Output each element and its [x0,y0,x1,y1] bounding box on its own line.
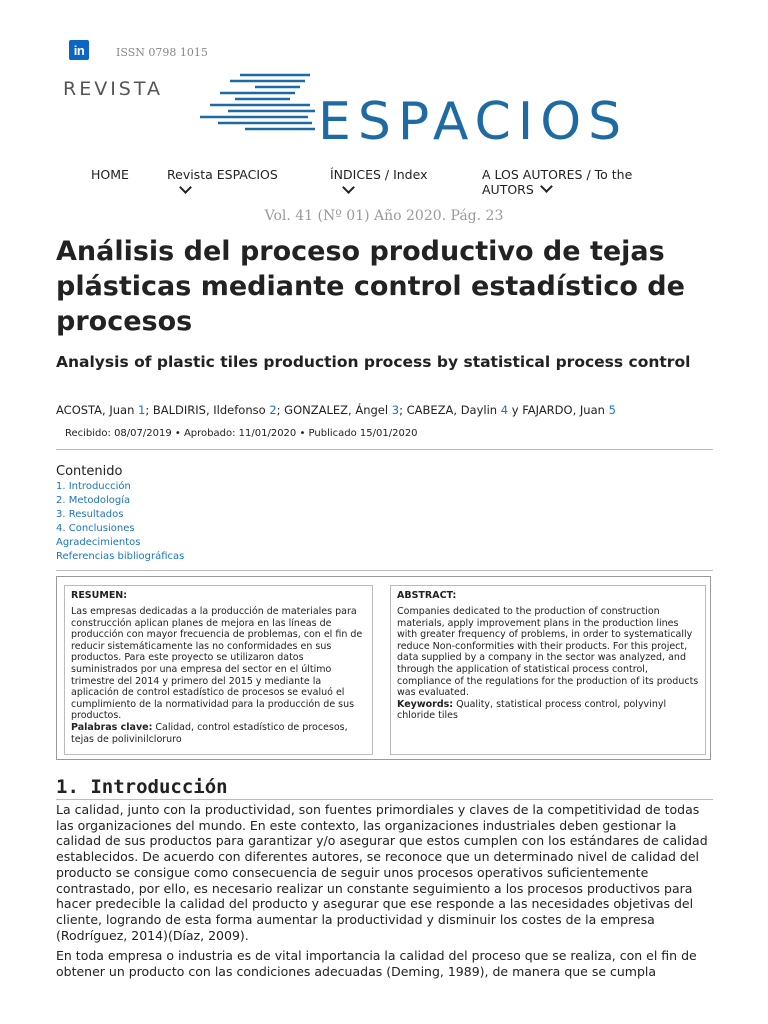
nav-home-label: HOME [91,167,129,182]
logo-espacios-text: ESPACIOS [318,92,629,152]
abstract-keywords: Quality, statistical process control, polyvinyl chloride tiles [397,698,667,722]
nav-indices[interactable] [330,167,427,192]
article-title: Análisis del proceso productivo de tejas plásticas mediante control estadístico de procesos [56,236,685,337]
article-subtitle: Analysis of plastic tiles production process by statistical process control [56,353,691,371]
abstract-heading: ABSTRACT: [397,590,457,601]
nav-autores-label-line2: AUTORS [482,182,534,197]
publication-dates: Recibido: 08/07/2019 • Aprobado: 11/01/2020 • Publicado 15/01/2020 [65,428,418,439]
abstract-body [397,606,699,722]
divider [56,449,713,450]
nav-home[interactable] [91,167,129,182]
author-name: CABEZA, Daylin [406,403,501,417]
nav-indices-label: ÍNDICES / Index [330,167,428,182]
volume-line: Vol. 41 (Nº 01) Año 2020. Pág. 23 [264,208,504,224]
author-affiliation-link[interactable]: 5 [608,403,616,417]
logo-revista-text: REVISTA [63,78,163,100]
author-separator: y [508,403,523,417]
divider [56,799,713,800]
author-list [56,403,616,417]
chevron-down-icon [342,181,355,194]
author-affiliation-link[interactable]: 4 [500,403,509,417]
abstract-keywords-label: Keywords: [397,698,454,710]
toc-link[interactable]: Agradecimientos [56,537,141,548]
paragraph: En toda empresa o industria es de vital importancia la calidad del proceso que se realiza, con el fin de obtener un producto con las condiciones adecuadas (Deming, 1989), de manera que se cumpla [56,948,697,979]
author-name: ACOSTA, Juan [56,403,139,417]
abstract-text: Companies dedicated to the production of construction materials, apply improvement plans in the production lines with greater frequency of problems, in order to systematically reduce Non-conformities with their products. For this project, data supplied by a company in the sector was analyzed, and through the application of statistical process control, compliance of the regulations for the production of its products was evaluated. [397,606,699,699]
toc-link[interactable]: 1. Introducción [56,481,131,492]
resumen-body [71,606,366,745]
resumen-box [64,585,373,755]
author-affiliation-link[interactable]: 2 [269,403,277,417]
nav-revista-label: Revista ESPACIOS [167,167,278,182]
nav-autores-label-line1: A LOS AUTORES / To the [482,167,633,182]
resumen-keywords-label: Palabras clave: [71,721,153,733]
nav-autores[interactable] [482,167,632,197]
author-name: BALDIRIS, Ildefonso [152,403,270,417]
abstract-box [390,585,706,755]
abstract-container [56,576,711,760]
linkedin-icon[interactable]: in [69,40,89,60]
issn-text: ISSN 0798 1015 [116,46,208,59]
toc-link[interactable]: 3. Resultados [56,509,124,520]
table-of-contents [56,480,184,564]
chevron-down-icon [179,181,192,194]
contents-heading: Contenido [56,464,123,479]
section-heading-introduccion: 1. Introducción [56,776,228,798]
resumen-text: Las empresas dedicadas a la producción de materiales para construcción aplican planes de mejora en las líneas de producción con mayor frecuencia de problemas, con el fin de reducir sistemáticamente las no conformidades en sus productos. Para este proyecto se utilizaron datos suministrados por una empresa del sector en el último trimestre del 2014 y primero del 2015 y mediante la aplicación de control estadístico de procesos se evaluó el cumplimiento de la normatividad para la producción de sus productos. [71,606,363,722]
toc-link[interactable]: 4. Conclusiones [56,523,135,534]
divider [56,570,713,571]
author-affiliation-link[interactable]: 3 [391,403,400,417]
author-separator: ; [399,403,407,417]
author-name: FAJARDO, Juan [522,403,609,417]
logo-speed-lines-graphic [200,72,320,134]
toc-link[interactable]: Referencias bibliográficas [56,551,185,562]
resumen-heading: RESUMEN: [71,590,128,601]
author-separator: ; [276,403,285,417]
nav-revista-espacios[interactable] [167,167,278,192]
author-separator: ; [145,403,153,417]
chevron-down-icon [540,180,553,193]
resumen-keywords: Calidad, control estadístico de procesos, tejas de polivinilcloruro [71,721,348,745]
paragraph: La calidad, junto con la productividad, son fuentes primordiales y claves de la competitividad de todas las organizaciones del mundo. En este contexto, las organizaciones industriales deben gestionar la calidad de sus productos para garantizar y/o asegurar que estos cumplen con los estándares de calidad establecidos. De acuerdo con diferentes autores, se reconoce que un determinado nivel de calidad del producto se consigue como consecuencia de seguir unos procesos operativos suficientemente contrastado, por ello, es necesario realizar un constante seguimiento a los procesos productivos para hacer predecible la calidad del producto y asegurar que ese responde a las necesidades objetivas del cliente, logrando de esta forma aumentar la productividad y disminuir los costes de la empresa (Rodríguez, 2014)(Díaz, 2009). [56,802,708,943]
author-affiliation-link[interactable]: 1 [138,403,146,417]
toc-link[interactable]: 2. Metodología [56,495,131,506]
author-name: GONZALEZ, Ángel [284,403,392,417]
